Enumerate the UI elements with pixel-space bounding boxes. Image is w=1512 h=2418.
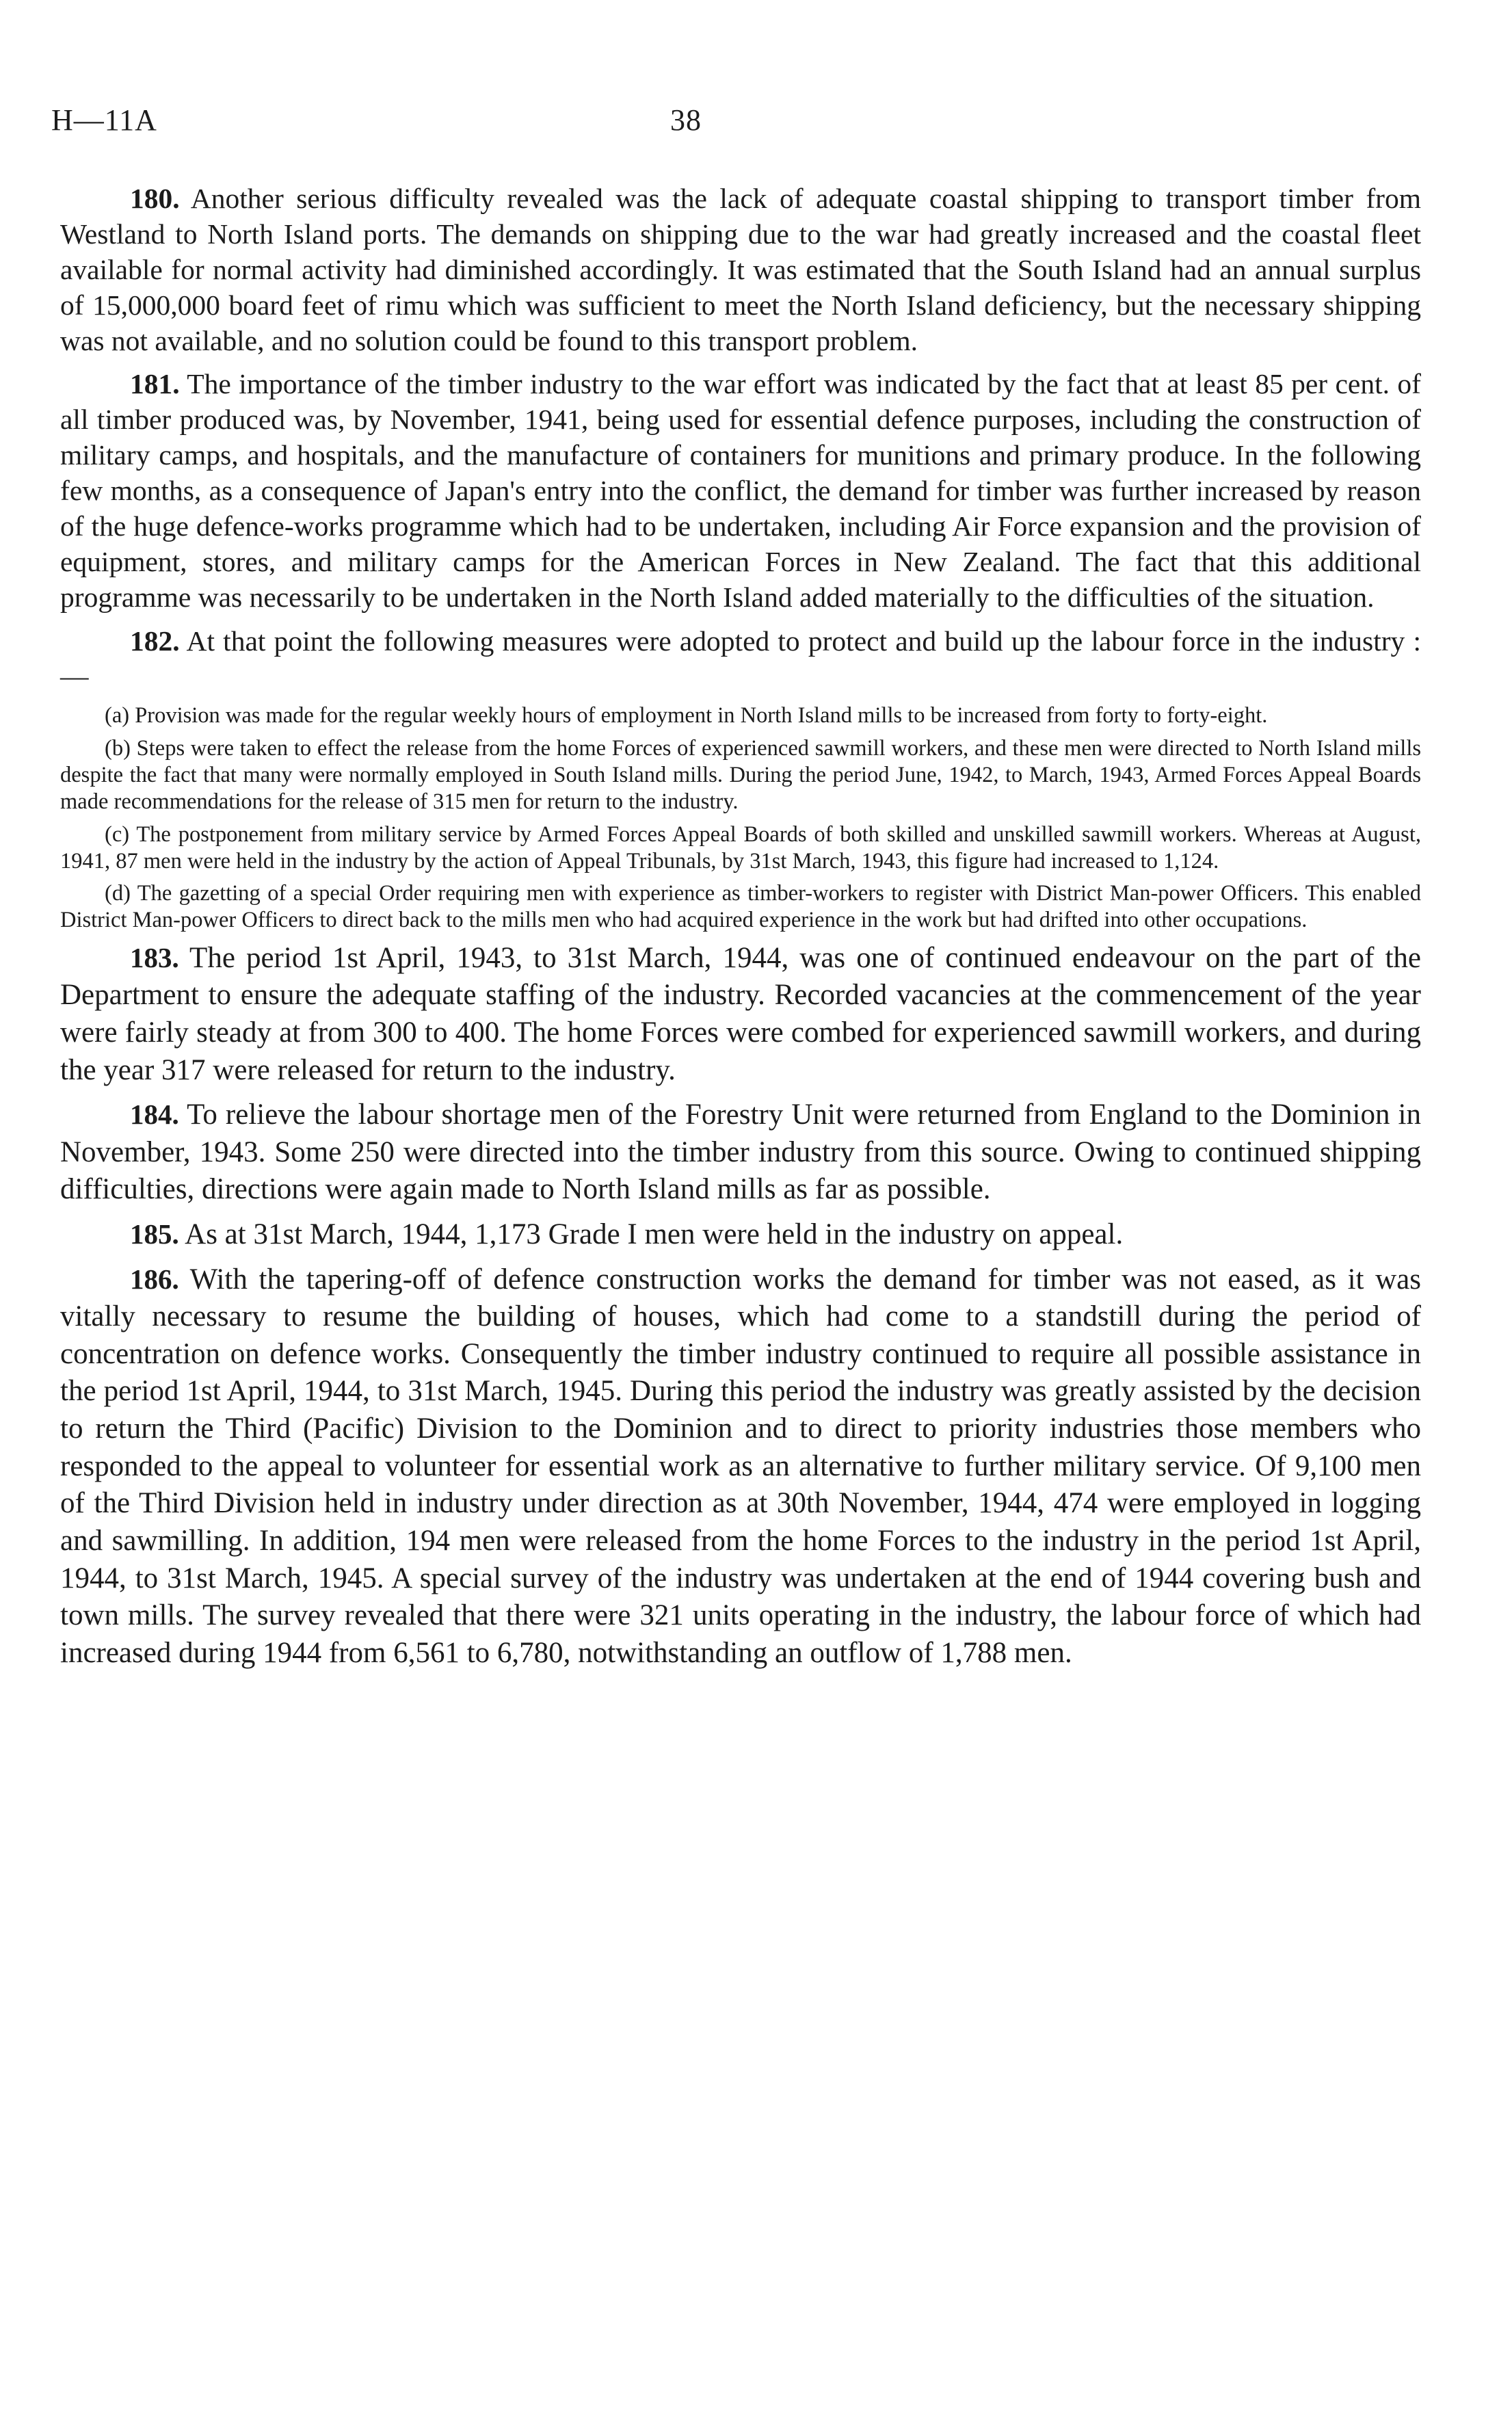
- measure-a: [60, 702, 1421, 729]
- measure-c: [60, 822, 1421, 876]
- paragraph-182: [60, 624, 1421, 695]
- paragraph-text: To relieve the labour shortage men of the Forestry Unit were returned from England to the Dominion in November, 1943. Some 250 were directed into the timber industry from this source. Owing to continued shipping difficulties, directions were again made to North Island mills as far as possible.: [60, 1099, 1421, 1206]
- document-reference: H—11A: [51, 103, 157, 137]
- paragraph-number: 186.: [130, 1263, 179, 1295]
- paragraph-180: [60, 181, 1421, 358]
- paragraph-text: The importance of the timber industry to the war effort was indicated by the fact that at least 85 per cent. of all timber produced was, by November, 1941, being used for essential defence purposes, including the construction of military camps, and hospitals, and the manufacture of containers for munitions and primary produce. In the following few months, as a consequence of Japan's entry into the conflict, the demand for timber was further increased by reason of the huge defence-works programme which had to be undertaken, including Air Force expansion and the provision of equipment, stores, and military camps for the American Forces in New Zealand. The fact that this additional programme was necessarily to be undertaken in the North Island added materially to the difficulties of the situation.: [60, 368, 1421, 613]
- paragraph-185: [60, 1216, 1421, 1254]
- paragraph-number: 182.: [130, 625, 180, 657]
- measure-b: [60, 735, 1421, 816]
- paragraph-number: 181.: [130, 368, 180, 400]
- page-body: [60, 181, 1421, 1679]
- measure-text: Steps were taken to effect the release from the home Forces of experienced sawmill workers, and these men were directed to North Island mills despite the fact that many were normally employed in South Island mills. During the period June, 1942, to March, 1943, Armed Forces Appeal Boards made recommendations for the release of 315 men for return to the industry.: [60, 735, 1421, 815]
- paragraph-number: 180.: [130, 183, 180, 214]
- paragraph-number: 183.: [130, 941, 179, 973]
- paragraph-text: As at 31st March, 1944, 1,173 Grade I men were held in the industry on appeal.: [185, 1218, 1124, 1251]
- paragraph-184: [60, 1096, 1421, 1209]
- paragraph-181: [60, 367, 1421, 615]
- paragraph-text: Another serious difficulty revealed was the lack of adequate coastal shipping to transport timber from Westland to North Island ports. The demands on shipping due to the war had greatly increased and the coastal fleet available for normal activity had diminished accordingly. It was estimated that the South Island had an annual surplus of 15,000,000 board feet of rimu which was sufficient to meet the North Island deficiency, but the necessary shipping was not available, and no solution could be found to this transport problem.: [60, 183, 1421, 356]
- paragraph-text: At that point the following measures were adopted to protect and build up the labour force in the industry :—: [60, 625, 1421, 692]
- measure-text: Provision was made for the regular weekly hours of employment in North Island mills to be increased from forty to forty-eight.: [135, 703, 1268, 728]
- measure-label: (d): [105, 881, 131, 906]
- measure-text: The postponement from military service by Armed Forces Appeal Boards of both skilled and unskilled sawmill workers. Whereas at August, 1941, 87 men were held in the industry by the action of Appeal Tribunals, by 31st March, 1943, this figure had increased to 1,124.: [60, 822, 1421, 873]
- measure-label: (a): [105, 703, 130, 728]
- paragraph-number: 185.: [130, 1218, 179, 1250]
- measure-text: The gazetting of a special Order requiring men with experience as timber-workers to register with District Man-power Officers. This enabled District Man-power Officers to direct back to the mills men who had acquired experience in the work but had drifted into other occupations.: [60, 881, 1421, 933]
- measure-label: (c): [105, 822, 130, 847]
- paragraph-183: [60, 940, 1421, 1089]
- paragraph-text: With the tapering-off of defence construction works the demand for timber was not eased, as it was vitally necessary to resume the building of houses, which had come to a standstill during the period of concentration on defence works. Consequently the timber industry continued to require all possible assistance in the period 1st April, 1944, to 31st March, 1945. During this period the industry was greatly assisted by the decision to return the Third (Pacific) Division to the Dominion and to direct to priority industries those members who responded to the appeal to volunteer for essential work as an alternative to further military service. Of 9,100 men of the Third Division held in industry under direction as at 30th November, 1944, 474 were employed in logging and sawmilling. In addition, 194 men were released from the home Forces to the industry in the period 1st April, 1944, to 31st March, 1945. A special survey of the industry was undertaken at the end of 1944 covering bush and town mills. The survey revealed that there were 321 units operating in the industry, the labour force of which had increased during 1944 from 6,561 to 6,780, notwithstanding an outflow of 1,788 men.: [60, 1263, 1422, 1669]
- paragraph-186: [60, 1261, 1421, 1672]
- paragraph-text: The period 1st April, 1943, to 31st March, 1944, was one of continued endeavour on the part of the Department to ensure the adequate staffing of the industry. Recorded vacancies at the commencement of the year were fairly steady at from 300 to 400. The home Forces were combed for experienced sawmill workers, and during the year 317 were released for return to the industry.: [60, 941, 1421, 1086]
- page-number: 38: [670, 103, 702, 137]
- measure-label: (b): [105, 735, 131, 761]
- paragraph-number: 184.: [130, 1099, 179, 1131]
- measure-d: [60, 880, 1421, 934]
- page-header: [51, 103, 1419, 150]
